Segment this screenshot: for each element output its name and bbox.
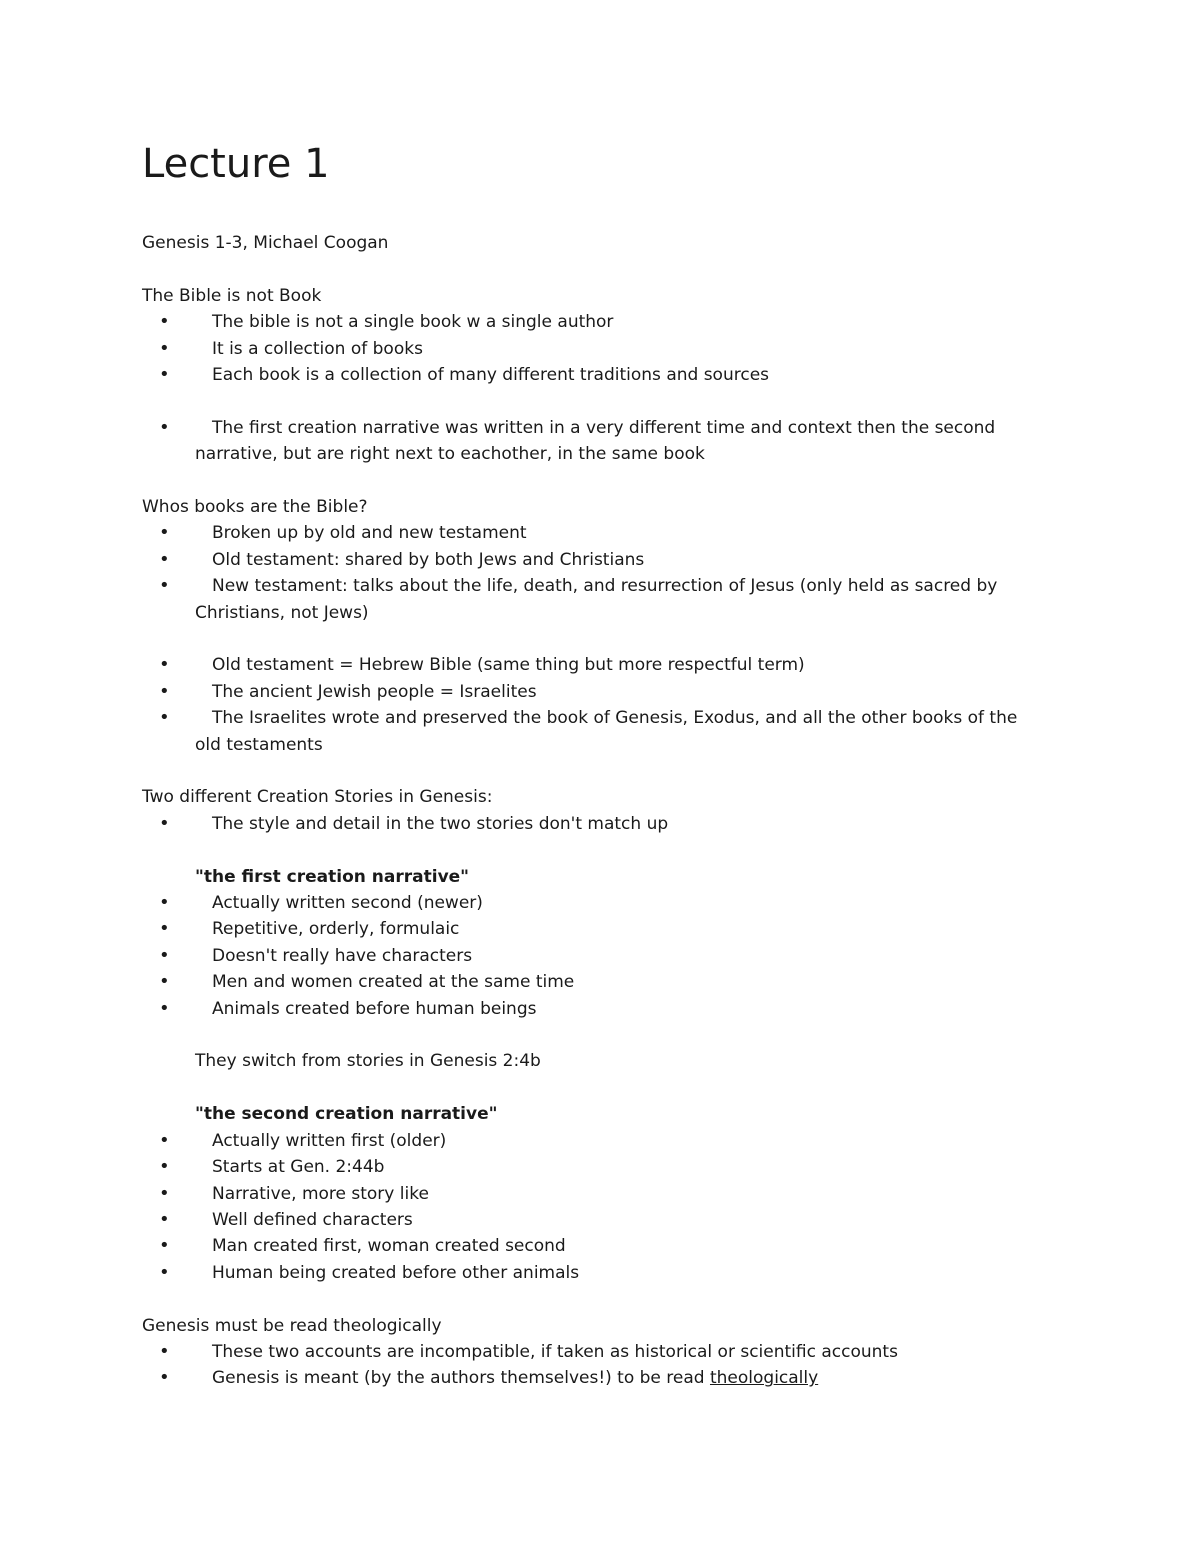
subtitle: Genesis 1-3, Michael Coogan — [142, 233, 389, 253]
bullet-icon: • — [159, 1182, 170, 1204]
bullet-icon: • — [159, 1367, 170, 1389]
section-heading-theologically: Genesis must be read theologically — [142, 1315, 442, 1336]
bullet-list — [142, 520, 1062, 626]
second-narrative-heading: "the second creation narrative" — [195, 1104, 498, 1125]
bullet-icon: • — [159, 1235, 170, 1257]
list-item: • Old testament = Hebrew Bible (same thing but more respectful term) — [142, 652, 1062, 678]
section-heading-creation-stories: Two different Creation Stories in Genesis: — [142, 787, 493, 808]
list-item: • It is a collection of books — [142, 336, 1062, 362]
list-item: • These two accounts are incompatible, if taken as historical or scientific accounts — [142, 1339, 1062, 1365]
bullet-icon: • — [159, 918, 170, 940]
bullet-icon: • — [159, 548, 170, 570]
list-item: • Actually written first (older) — [142, 1128, 1062, 1154]
bullet-icon: • — [159, 416, 170, 438]
list-item: • Animals created before human beings — [142, 996, 1062, 1022]
list-item: • Actually written second (newer) — [142, 890, 1062, 916]
bullet-list — [142, 1339, 1062, 1392]
bullet-icon: • — [159, 997, 170, 1019]
bullet-icon: • — [159, 707, 170, 729]
list-item: • Starts at Gen. 2:44b — [142, 1154, 1062, 1180]
list-item: • Man created first, woman created second — [142, 1233, 1062, 1259]
bullet-list — [142, 309, 1062, 388]
list-item: • Men and women created at the same time — [142, 969, 1062, 995]
bullet-icon: • — [159, 522, 170, 544]
bullet-icon: • — [159, 971, 170, 993]
document-body — [142, 230, 1062, 1392]
list-item: • The bible is not a single book w a single author — [142, 309, 1062, 335]
list-item: • Human being created before other animals — [142, 1260, 1062, 1286]
bullet-list — [142, 652, 1062, 758]
bullet-icon: • — [159, 812, 170, 834]
bullet-icon: • — [159, 1340, 170, 1362]
bullet-list — [142, 811, 1062, 837]
underlined-word: theologically — [709, 1368, 819, 1389]
bullet-icon: • — [159, 654, 170, 676]
bullet-icon: • — [159, 1208, 170, 1230]
bullet-icon: • — [159, 311, 170, 333]
bullet-icon: • — [159, 1156, 170, 1178]
bullet-list — [142, 415, 1062, 468]
bullet-icon: • — [159, 892, 170, 914]
list-item: • Narrative, more story like — [142, 1181, 1062, 1207]
bullet-icon: • — [159, 337, 170, 359]
bullet-icon: • — [159, 944, 170, 966]
bullet-icon: • — [159, 364, 170, 386]
bullet-icon: • — [159, 1261, 170, 1283]
list-item: • New testament: talks about the life, death, and resurrection of Jesus (only held as sacred by Christians, not Jews) — [159, 575, 998, 623]
bullet-icon: • — [159, 1129, 170, 1151]
list-item: • The ancient Jewish people = Israelites — [142, 679, 1062, 705]
list-item: • Doesn't really have characters — [142, 943, 1062, 969]
list-item: • The first creation narrative was written in a very different time and context then the second narrative, but are right next to eachother, in the same book — [159, 416, 996, 465]
switch-note: They switch from stories in Genesis 2:4b — [195, 1051, 541, 1072]
list-item: • Repetitive, orderly, formulaic — [142, 916, 1062, 942]
document-title: Lecture 1 — [142, 141, 330, 187]
list-item: • Each book is a collection of many different traditions and sources — [142, 362, 1062, 388]
list-item: • Old testament: shared by both Jews and Christians — [142, 547, 1062, 573]
bullet-list — [142, 890, 1062, 1022]
list-item: • Well defined characters — [142, 1207, 1062, 1233]
section-heading-bible-not-book: The Bible is not Book — [142, 285, 322, 306]
bullet-icon: • — [159, 680, 170, 702]
section-heading-whos-books: Whos books are the Bible? — [142, 497, 368, 518]
theology-sentence: Genesis is meant (by the authors themselves!) to be read — [212, 1368, 710, 1389]
list-item: • The Israelites wrote and preserved the book of Genesis, Exodus, and all the other books of the old testaments — [159, 707, 1018, 755]
list-item — [142, 1365, 1062, 1391]
first-narrative-heading: "the first creation narrative" — [195, 866, 470, 887]
bullet-list — [142, 1128, 1062, 1286]
list-item: • Broken up by old and new testament — [142, 520, 1062, 546]
list-item: • The style and detail in the two stories don't match up — [142, 811, 1062, 837]
bullet-icon: • — [159, 575, 170, 597]
